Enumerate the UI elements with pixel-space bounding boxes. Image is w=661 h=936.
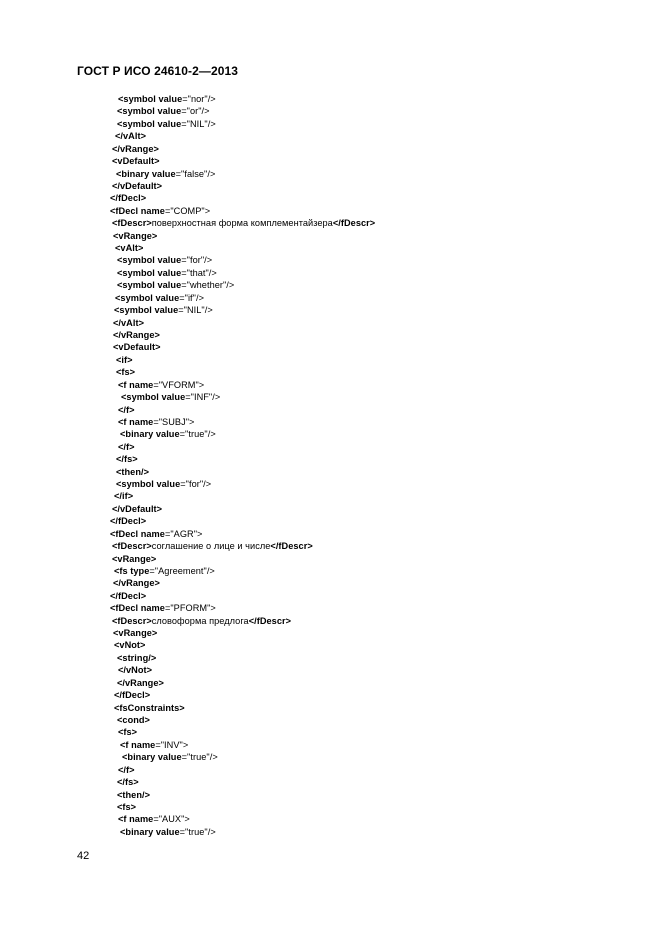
xml-tag-text: <binary value — [122, 752, 182, 763]
xml-tag-text: </if> — [114, 491, 134, 502]
code-line — [116, 478, 211, 491]
xml-tag-text: <symbol value — [121, 392, 186, 403]
code-line — [110, 192, 146, 205]
xml-tag-text: <cond> — [117, 715, 150, 725]
xml-value-text: ="whether"/> — [181, 280, 235, 291]
xml-tag-text: </vDefault> — [112, 503, 163, 514]
code-line — [114, 490, 133, 503]
code-line — [116, 366, 135, 379]
xml-tag-text: <fDescr> — [112, 615, 152, 626]
xml-tag-text: </vNot> — [118, 665, 153, 676]
xml-value-text: ="INF"/> — [185, 392, 221, 403]
xml-tag-text: <vAlt> — [115, 243, 144, 254]
xml-value-text: ="or"/> — [181, 106, 210, 117]
code-line — [117, 652, 156, 665]
xml-tag-text: <then/> — [117, 789, 151, 800]
xml-tag-text: <string/> — [117, 652, 157, 663]
xml-tag-text: <symbol value — [117, 255, 182, 266]
code-line — [114, 702, 185, 715]
xml-tag-text: </fDescr> — [270, 541, 313, 552]
xml-tag-text: <symbol value — [117, 280, 182, 291]
code-line — [114, 565, 215, 578]
code-line — [118, 379, 204, 392]
code-line — [113, 577, 160, 590]
xml-tag-text: <if> — [116, 354, 133, 365]
xml-tag-text: <then/> — [116, 466, 150, 477]
xml-tag-text: </f> — [118, 404, 135, 415]
code-line — [117, 105, 210, 118]
code-line — [113, 341, 160, 354]
xml-tag-text: </vRange> — [113, 329, 160, 340]
xml-tag-text: <vRange> — [113, 628, 158, 639]
code-line — [116, 354, 133, 367]
xml-tag-text: </vRange> — [113, 578, 160, 589]
code-line — [117, 776, 139, 789]
xml-tag-text: <fs type — [114, 565, 150, 576]
xml-value-text: ="false"/> — [175, 168, 216, 179]
code-line — [116, 466, 149, 479]
xml-value-text: ="true"/> — [179, 429, 216, 440]
code-line — [112, 155, 159, 168]
code-line — [118, 416, 194, 429]
xml-value-text: ="SUBJ"> — [153, 416, 195, 427]
code-line — [113, 627, 157, 640]
xml-tag-text: <vNot> — [114, 640, 146, 651]
xml-tag-text: </fs> — [116, 454, 138, 465]
xml-tag-text: <symbol value — [117, 267, 182, 278]
code-line — [113, 329, 160, 342]
xml-tag-text: </fDecl> — [110, 590, 147, 601]
xml-value-text: ="if"/> — [179, 292, 204, 303]
xml-tag-text: <fs> — [116, 367, 136, 378]
xml-value-text: ="PFORM"> — [164, 603, 216, 614]
code-line — [117, 254, 212, 267]
code-line — [115, 130, 146, 143]
code-line — [114, 689, 150, 702]
document-header: ГОСТ Р ИСО 24610-2—2013 — [77, 64, 239, 78]
code-line — [118, 726, 137, 739]
code-line — [118, 404, 135, 417]
xml-value-text: ="true"/> — [179, 826, 216, 837]
code-line — [120, 826, 216, 839]
code-line — [115, 242, 143, 255]
xml-value-text: ="VFORM"> — [153, 379, 205, 390]
xml-tag-text: <f name — [118, 379, 154, 390]
code-line — [117, 801, 136, 814]
xml-tag-text: </vAlt> — [113, 317, 144, 328]
xml-tag-text: <symbol value — [116, 479, 181, 490]
xml-tag-text: </fDescr> — [248, 615, 292, 626]
xml-tag-text: </fDecl> — [110, 193, 147, 204]
xml-tag-text: <fDecl name — [110, 528, 165, 539]
xml-value-text: ="Agreement"/> — [149, 565, 215, 576]
xml-tag-text: </fDecl> — [114, 690, 151, 701]
xml-tag-text: <symbol value — [118, 94, 183, 104]
page-number: 42 — [77, 850, 90, 862]
code-line — [118, 93, 216, 106]
xml-tag-text: </fDescr> — [332, 218, 376, 229]
xml-value-text: поверхностная форма комплементайзера — [151, 218, 333, 229]
code-line — [122, 751, 218, 764]
xml-value-text: ="INV"> — [155, 739, 189, 750]
xml-tag-text: </f> — [118, 764, 135, 775]
code-line — [118, 813, 190, 826]
code-line — [120, 428, 216, 441]
xml-tag-text: <f name — [120, 739, 156, 750]
xml-tag-text: <symbol value — [117, 118, 182, 129]
xml-tag-text: <fs> — [118, 727, 138, 738]
xml-tag-text: <fs> — [117, 801, 137, 812]
xml-value-text: ="true"/> — [181, 752, 218, 763]
xml-tag-text: </fs> — [117, 777, 139, 788]
xml-value-text: ="NIL"/> — [181, 118, 216, 129]
code-line — [117, 279, 234, 292]
xml-tag-text: </fDecl> — [110, 516, 147, 527]
xml-value-text: ="that"/> — [181, 267, 217, 278]
code-line — [113, 317, 144, 330]
xml-value-text: ="AGR"> — [164, 528, 203, 539]
code-line — [112, 180, 162, 193]
code-line — [117, 677, 164, 690]
code-line — [118, 664, 152, 677]
xml-tag-text: <fDecl name — [110, 603, 165, 614]
code-line — [116, 168, 215, 181]
xml-tag-text: <symbol value — [115, 292, 180, 303]
xml-value-text: ="nor"/> — [182, 94, 216, 104]
code-line — [115, 292, 204, 305]
xml-tag-text: <symbol value — [114, 305, 179, 316]
code-line — [114, 304, 213, 317]
code-line — [117, 118, 216, 131]
xml-value-text: ="COMP"> — [164, 205, 211, 216]
code-line — [121, 391, 220, 404]
xml-value-text: ="AUX"> — [153, 814, 190, 825]
xml-tag-text: <vDefault> — [112, 156, 160, 167]
xml-tag-text: </vDefault> — [112, 180, 163, 191]
xml-tag-text: <binary value — [120, 826, 180, 837]
code-line — [110, 590, 146, 603]
code-line — [112, 503, 162, 516]
code-line — [110, 205, 210, 218]
xml-tag-text: <binary value — [120, 429, 180, 440]
xml-value-text: соглашение о лице и числе — [151, 541, 271, 552]
xml-value-text: ="for"/> — [180, 479, 212, 490]
xml-value-text: ="NIL"/> — [178, 305, 213, 316]
code-line — [112, 615, 291, 628]
code-line — [112, 217, 375, 230]
xml-tag-text: <f name — [118, 814, 154, 825]
xml-tag-text: <symbol value — [117, 106, 182, 117]
xml-tag-text: <vDefault> — [113, 342, 161, 353]
code-line — [114, 639, 145, 652]
code-line — [118, 441, 135, 454]
code-line — [117, 714, 150, 727]
xml-tag-text: </vRange> — [117, 677, 164, 688]
code-line — [110, 515, 146, 528]
xml-tag-text: <vRange> — [112, 553, 157, 564]
xml-tag-text: <binary value — [116, 168, 176, 179]
code-line — [112, 553, 156, 566]
xml-tag-text: <fDecl name — [110, 205, 165, 216]
xml-value-text: ="for"/> — [181, 255, 213, 266]
xml-tag-text: <fDescr> — [112, 541, 152, 552]
xml-tag-text: </vRange> — [112, 143, 159, 154]
code-line — [110, 602, 216, 615]
code-line — [112, 143, 159, 156]
code-line — [113, 230, 157, 243]
xml-tag-text: </vAlt> — [115, 131, 146, 142]
xml-tag-text: </f> — [118, 441, 135, 452]
code-line — [118, 764, 135, 777]
code-line — [117, 267, 217, 280]
code-line — [112, 540, 313, 553]
xml-tag-text: <vRange> — [113, 230, 158, 241]
code-line — [116, 453, 138, 466]
code-line — [110, 528, 202, 541]
code-line — [117, 789, 150, 802]
xml-tag-text: <fDescr> — [112, 218, 152, 229]
code-line — [120, 739, 188, 752]
xml-tag-text: <f name — [118, 416, 154, 427]
xml-value-text: словоформа предлога — [151, 615, 249, 626]
xml-tag-text: <fsConstraints> — [114, 702, 185, 713]
